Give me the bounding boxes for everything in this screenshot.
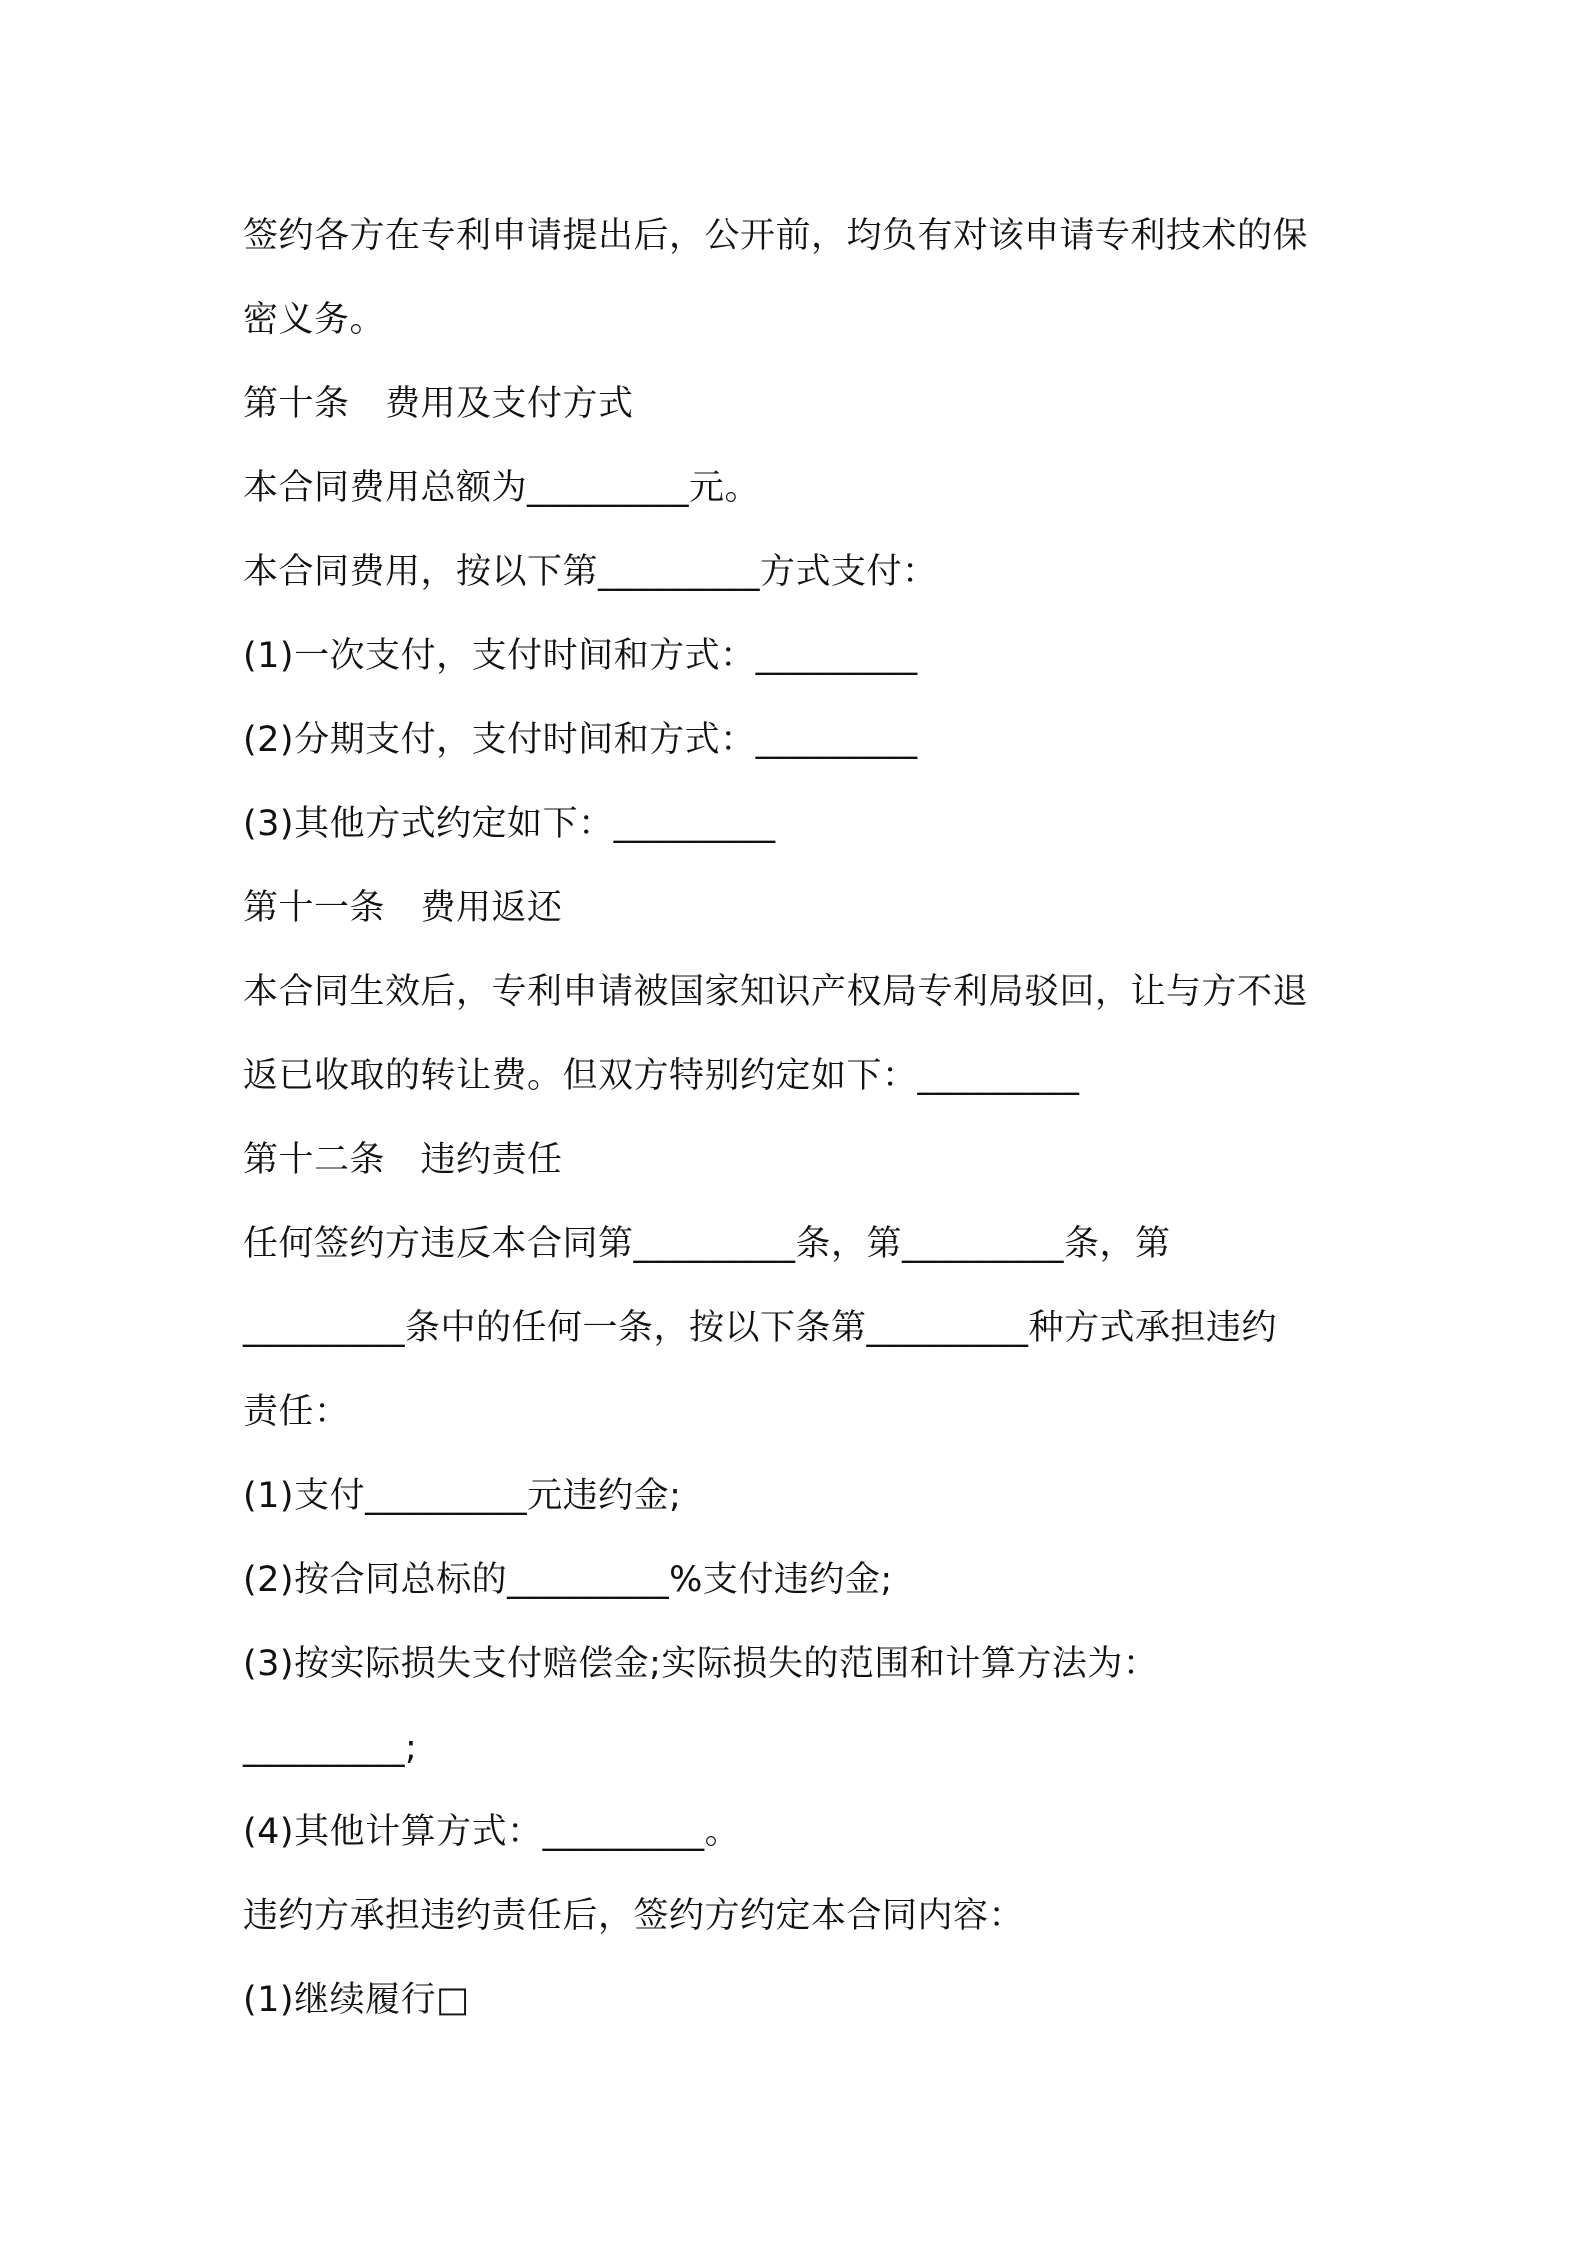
text-line-breach: 任何签约方违反本合同第_________条，第_________条，第 xyxy=(243,1224,1171,1264)
article-10-heading: 第十条 费用及支付方式 xyxy=(243,384,634,424)
text-line-payment-method: 本合同费用，按以下第_________方式支付： xyxy=(243,552,938,592)
after-breach-option-1: (1)继续履行□ xyxy=(243,1980,470,2020)
penalty-option-1: (1)支付_________元违约金; xyxy=(243,1476,682,1516)
payment-option-2: (2)分期支付，支付时间和方式：_________ xyxy=(243,720,918,760)
penalty-option-3: (3)按实际损失支付赔偿金;实际损失的范围和计算方法为： xyxy=(243,1644,1159,1684)
text-line-breach-end: 责任： xyxy=(243,1392,350,1432)
text-line-refund-cont: 返已收取的转让费。但双方特别约定如下：_________ xyxy=(243,1056,1080,1096)
text-line-after-breach: 违约方承担违约责任后，签约方约定本合同内容： xyxy=(243,1896,1025,1936)
penalty-option-3-cont: _________; xyxy=(243,1728,418,1768)
payment-option-1: (1)一次支付，支付时间和方式：_________ xyxy=(243,636,918,676)
payment-option-3: (3)其他方式约定如下：_________ xyxy=(243,804,776,844)
text-line-confidentiality-cont: 密义务。 xyxy=(243,300,386,340)
article-11-heading: 第十一条 费用返还 xyxy=(243,888,563,928)
text-line-confidentiality: 签约各方在专利申请提出后，公开前，均负有对该申请专利技术的保 xyxy=(243,216,1309,256)
text-line-refund: 本合同生效后，专利申请被国家知识产权局专利局驳回，让与方不退 xyxy=(243,972,1309,1012)
penalty-option-2: (2)按合同总标的_________%支付违约金; xyxy=(243,1560,893,1600)
penalty-option-4: (4)其他计算方式：_________。 xyxy=(243,1812,741,1852)
text-line-total-fee: 本合同费用总额为_________元。 xyxy=(243,468,761,508)
document-body xyxy=(243,194,1363,2042)
text-line-breach-cont: _________条中的任何一条，按以下条第_________种方式承担违约 xyxy=(243,1308,1278,1348)
article-12-heading: 第十二条 违约责任 xyxy=(243,1140,563,1180)
